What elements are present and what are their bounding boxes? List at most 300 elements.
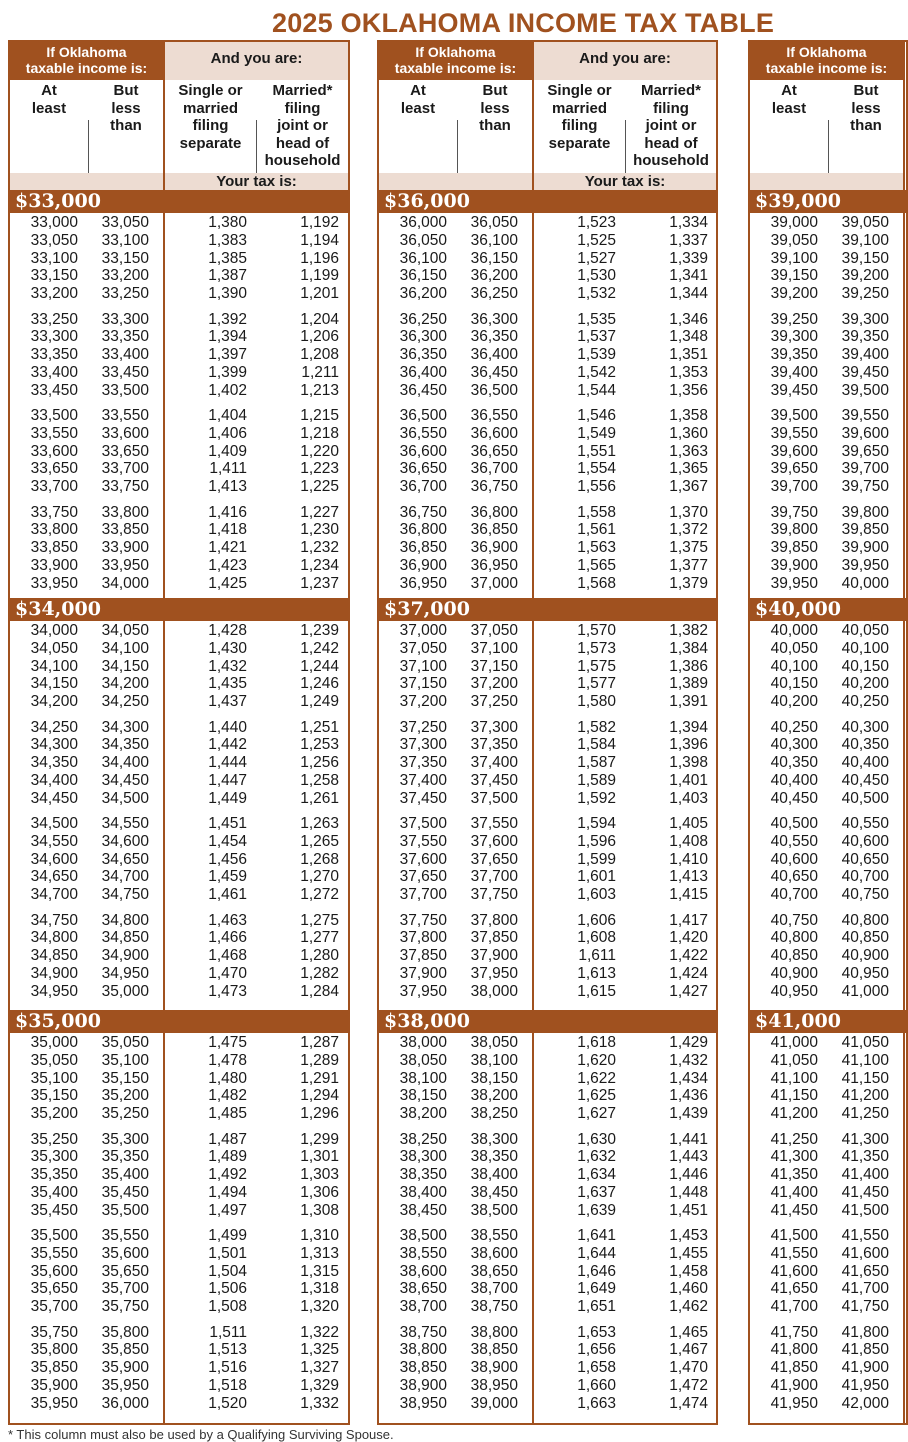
married-tax-value: 1,239 <box>300 622 339 639</box>
but-less-than-value: 41,550 <box>841 1227 889 1244</box>
at-least-value: 35,800 <box>30 1341 78 1359</box>
single-tax-value: 1,589 <box>577 771 616 789</box>
married-tax-value: 1,427 <box>669 982 708 1000</box>
single-tax-value: 1,497 <box>208 1201 247 1219</box>
but-less-than-value: 39,300 <box>841 310 889 328</box>
at-least-value: 40,100 <box>770 657 818 675</box>
single-tax-value: 1,397 <box>208 346 247 364</box>
bracket-label: $37,000 <box>384 598 470 620</box>
table-row <box>750 328 906 346</box>
single-tax-value: 1,511 <box>209 1323 247 1341</box>
married-tax-value: 1,415 <box>669 886 708 904</box>
at-least-value: 33,350 <box>30 346 78 364</box>
and-you-are-header: And you are: <box>534 42 716 80</box>
table-row <box>750 947 906 965</box>
at-least-value: 35,650 <box>30 1280 78 1298</box>
married-tax-value: 1,272 <box>300 886 339 904</box>
and-you-are-header: And you are: <box>165 42 348 80</box>
but-less-than-value: 33,700 <box>101 460 149 478</box>
but-less-than-value: 41,950 <box>841 1376 889 1394</box>
at-least-value: 33,650 <box>30 460 78 478</box>
but-less-than-value: 34,500 <box>101 789 149 807</box>
table-row <box>379 382 716 400</box>
table-row <box>379 772 716 790</box>
table-row <box>379 214 716 232</box>
single-tax-value: 1,394 <box>208 328 247 346</box>
at-least-value: 41,150 <box>770 1087 818 1105</box>
at-least-value: 41,700 <box>770 1298 818 1316</box>
single-tax-value: 1,482 <box>208 1087 247 1105</box>
single-tax-value: 1,663 <box>577 1394 616 1412</box>
bracket-label: $33,000 <box>15 190 101 212</box>
but-less-than-value: 33,950 <box>101 556 149 574</box>
married-tax-value: 1,432 <box>669 1051 708 1069</box>
married-tax-value: 1,284 <box>300 982 339 1000</box>
but-less-than-value: 41,700 <box>841 1280 889 1298</box>
table-row <box>10 675 348 693</box>
at-least-value: 33,200 <box>30 285 78 303</box>
married-tax-value: 1,280 <box>300 947 339 965</box>
but-less-than-value: 33,300 <box>101 310 149 328</box>
table-row <box>379 460 716 478</box>
table-row <box>379 886 716 904</box>
at-least-value: 36,700 <box>399 478 447 496</box>
table-row <box>10 346 348 364</box>
but-less-than-value: 40,850 <box>841 929 889 947</box>
table-row <box>10 815 348 833</box>
but-less-than-value: 41,050 <box>841 1034 889 1051</box>
married-tax-value: 1,372 <box>669 521 708 539</box>
table-row <box>10 833 348 851</box>
married-tax-value: 1,408 <box>669 832 708 850</box>
but-less-than-value: 37,500 <box>470 789 518 807</box>
at-least-value: 33,850 <box>30 539 78 557</box>
single-tax-value: 1,546 <box>577 407 616 424</box>
but-less-than-value: 41,300 <box>841 1130 889 1148</box>
at-least-value: 40,550 <box>770 832 818 850</box>
at-least-value: 35,500 <box>30 1227 78 1244</box>
table-row <box>750 346 906 364</box>
but-less-than-value: 33,750 <box>101 478 149 496</box>
table-row <box>379 983 716 1001</box>
but-less-than-value: 40,600 <box>841 832 889 850</box>
at-least-value: 34,900 <box>30 964 78 982</box>
at-least-value: 37,050 <box>399 639 447 657</box>
but-less-than-value: 35,100 <box>101 1051 149 1069</box>
bracket-label: $38,000 <box>384 1010 470 1032</box>
table-row <box>750 1245 906 1263</box>
but-less-than-value: 38,100 <box>470 1051 518 1069</box>
table-row <box>750 1359 906 1377</box>
at-least-value: 37,150 <box>399 675 447 693</box>
bracket-label: $36,000 <box>384 190 470 212</box>
single-tax-value: 1,641 <box>577 1227 616 1244</box>
table-row <box>10 929 348 947</box>
single-tax-value: 1,437 <box>208 693 247 711</box>
married-tax-value: 1,194 <box>300 231 339 249</box>
at-least-value: 36,900 <box>399 556 447 574</box>
table-row <box>750 1070 906 1088</box>
table-row <box>10 1395 348 1413</box>
table-row <box>10 311 348 329</box>
at-least-value: 35,200 <box>30 1105 78 1123</box>
table-row <box>10 557 348 575</box>
but-less-than-value: 38,750 <box>470 1298 518 1316</box>
but-less-than-value: 40,950 <box>841 964 889 982</box>
at-least-value: 37,850 <box>399 947 447 965</box>
at-least-value: 35,850 <box>30 1359 78 1377</box>
married-tax-value: 1,268 <box>300 850 339 868</box>
your-tax-is-header: Your tax is: <box>165 173 348 191</box>
married-tax-value: 1,244 <box>300 657 339 675</box>
table-row <box>10 232 348 250</box>
single-tax-value: 1,518 <box>208 1376 247 1394</box>
but-less-than-value: 36,750 <box>470 478 518 496</box>
at-least-value: 41,400 <box>770 1183 818 1201</box>
table-row <box>379 1034 716 1052</box>
table-row <box>750 1280 906 1298</box>
table-row <box>10 407 348 425</box>
but-less-than-value: 41,900 <box>841 1359 889 1377</box>
but-less-than-value: 39,500 <box>841 381 889 399</box>
married-tax-value: 1,204 <box>300 310 339 328</box>
at-least-header: At least <box>400 82 436 117</box>
married-tax-value: 1,348 <box>669 328 708 346</box>
married-tax-value: 1,213 <box>300 381 339 399</box>
but-less-than-value: 36,200 <box>470 267 518 285</box>
at-least-value: 35,950 <box>30 1394 78 1412</box>
table-row <box>379 425 716 443</box>
but-less-than-value: 37,400 <box>470 754 518 772</box>
but-less-than-value: 35,600 <box>101 1244 149 1262</box>
but-less-than-value: 34,550 <box>101 815 149 832</box>
but-less-than-value: 38,850 <box>470 1341 518 1359</box>
single-tax-value: 1,622 <box>577 1069 616 1087</box>
at-least-value: 40,000 <box>770 622 818 639</box>
at-least-value: 37,400 <box>399 771 447 789</box>
table-row <box>379 1227 716 1245</box>
your-tax-is-header: Your tax is: <box>534 173 716 191</box>
single-tax-value: 1,409 <box>208 442 247 460</box>
bracket-label: $40,000 <box>755 598 841 620</box>
at-least-value: 38,400 <box>399 1183 447 1201</box>
tax-table-panel <box>377 40 718 1425</box>
table-row <box>379 754 716 772</box>
at-least-value: 36,850 <box>399 539 447 557</box>
at-least-value: 40,450 <box>770 789 818 807</box>
table-row <box>750 693 906 711</box>
at-least-value: 37,000 <box>399 622 447 639</box>
but-less-than-value: 39,200 <box>841 267 889 285</box>
table-row <box>379 364 716 382</box>
income-bracket-band <box>750 190 906 213</box>
table-row <box>750 460 906 478</box>
single-tax-value: 1,492 <box>208 1166 247 1184</box>
table-row <box>750 1263 906 1281</box>
table-row <box>379 443 716 461</box>
married-tax-value: 1,346 <box>669 310 708 328</box>
but-less-than-value: 36,000 <box>101 1394 149 1412</box>
table-row <box>750 285 906 303</box>
but-less-than-value: 33,100 <box>101 231 149 249</box>
single-tax-value: 1,627 <box>577 1105 616 1123</box>
at-least-value: 37,900 <box>399 964 447 982</box>
married-tax-value: 1,227 <box>300 503 339 521</box>
but-less-than-value: 39,150 <box>841 249 889 267</box>
table-row <box>10 851 348 869</box>
but-less-than-value: 34,450 <box>101 771 149 789</box>
at-least-value: 35,600 <box>30 1262 78 1280</box>
but-less-than-value: 39,050 <box>841 214 889 231</box>
table-row <box>379 1298 716 1316</box>
single-tax-value: 1,544 <box>577 381 616 399</box>
single-tax-value: 1,551 <box>577 442 616 460</box>
table-row <box>10 539 348 557</box>
but-less-than-value: 37,800 <box>470 911 518 929</box>
married-tax-value: 1,289 <box>300 1051 339 1069</box>
table-row <box>750 719 906 737</box>
at-least-value: 34,750 <box>30 911 78 929</box>
at-least-value: 41,000 <box>770 1034 818 1051</box>
income-bracket-band <box>750 598 906 621</box>
table-row <box>750 1087 906 1105</box>
single-tax-value: 1,592 <box>577 789 616 807</box>
but-less-than-value: 35,500 <box>101 1201 149 1219</box>
table-row <box>750 478 906 496</box>
but-less-than-value: 39,900 <box>841 539 889 557</box>
but-less-than-value: 39,250 <box>841 285 889 303</box>
but-less-than-value: 33,800 <box>101 503 149 521</box>
at-least-value: 39,850 <box>770 539 818 557</box>
but-less-than-value: 33,550 <box>101 407 149 424</box>
but-less-than-value: 34,850 <box>101 929 149 947</box>
table-row <box>10 754 348 772</box>
married-tax-value: 1,398 <box>669 754 708 772</box>
but-less-than-value: 35,550 <box>101 1227 149 1244</box>
single-tax-value: 1,530 <box>577 267 616 285</box>
but-less-than-value: 35,450 <box>101 1183 149 1201</box>
at-least-value: 33,500 <box>30 407 78 424</box>
but-less-than-value: 40,800 <box>841 911 889 929</box>
single-tax-value: 1,570 <box>577 622 616 639</box>
at-least-value: 37,450 <box>399 789 447 807</box>
but-less-than-value: 33,450 <box>101 363 149 381</box>
single-tax-value: 1,461 <box>208 886 247 904</box>
at-least-value: 36,950 <box>399 574 447 592</box>
but-less-than-value: 41,500 <box>841 1201 889 1219</box>
table-row <box>10 736 348 754</box>
but-less-than-value: 34,300 <box>101 718 149 736</box>
married-tax-value: 1,327 <box>300 1359 339 1377</box>
table-row <box>10 1341 348 1359</box>
table-row <box>10 1202 348 1220</box>
single-tax-value: 1,637 <box>577 1183 616 1201</box>
table-row <box>10 1034 348 1052</box>
at-least-value: 33,800 <box>30 521 78 539</box>
at-least-value: 38,250 <box>399 1130 447 1148</box>
table-row <box>10 1087 348 1105</box>
table-row <box>379 311 716 329</box>
at-least-value: 35,300 <box>30 1148 78 1166</box>
but-less-than-value: 33,500 <box>101 381 149 399</box>
but-less-than-value: 42,000 <box>841 1394 889 1412</box>
but-less-than-value: 36,550 <box>470 407 518 424</box>
at-least-value: 38,300 <box>399 1148 447 1166</box>
but-less-than-value: 36,950 <box>470 556 518 574</box>
table-row <box>379 693 716 711</box>
single-tax-value: 1,442 <box>208 736 247 754</box>
married-tax-value: 1,429 <box>669 1034 708 1051</box>
but-less-than-value: 40,200 <box>841 675 889 693</box>
married-tax-value: 1,223 <box>300 460 339 478</box>
at-least-value: 35,450 <box>30 1201 78 1219</box>
single-tax-value: 1,644 <box>577 1244 616 1262</box>
table-row <box>379 1105 716 1123</box>
but-less-than-value: 39,600 <box>841 424 889 442</box>
table-row <box>10 382 348 400</box>
single-tax-value: 1,632 <box>577 1148 616 1166</box>
table-row <box>750 1105 906 1123</box>
income-bracket-band <box>379 190 716 213</box>
single-tax-value: 1,556 <box>577 478 616 496</box>
but-less-than-value: 35,300 <box>101 1130 149 1148</box>
married-tax-value: 1,294 <box>300 1087 339 1105</box>
table-row <box>750 886 906 904</box>
at-least-value: 35,250 <box>30 1130 78 1148</box>
at-least-value: 34,450 <box>30 789 78 807</box>
married-tax-value: 1,370 <box>669 503 708 521</box>
table-row <box>379 675 716 693</box>
at-least-value: 37,100 <box>399 657 447 675</box>
married-tax-value: 1,417 <box>669 911 708 929</box>
married-tax-value: 1,313 <box>300 1244 339 1262</box>
table-row <box>379 1359 716 1377</box>
single-tax-value: 1,444 <box>208 754 247 772</box>
single-tax-value: 1,470 <box>208 964 247 982</box>
single-tax-value: 1,594 <box>577 815 616 832</box>
table-row <box>750 736 906 754</box>
single-tax-value: 1,561 <box>577 521 616 539</box>
but-less-than-value: 33,150 <box>101 249 149 267</box>
table-row <box>379 1324 716 1342</box>
table-row <box>10 250 348 268</box>
single-tax-value: 1,432 <box>208 657 247 675</box>
single-tax-value: 1,603 <box>577 886 616 904</box>
but-less-than-value: 39,350 <box>841 328 889 346</box>
but-less-than-value: 35,200 <box>101 1087 149 1105</box>
married-tax-value: 1,455 <box>669 1244 708 1262</box>
single-tax-value: 1,499 <box>208 1227 247 1244</box>
married-tax-value: 1,303 <box>300 1166 339 1184</box>
at-least-value: 35,750 <box>30 1323 78 1341</box>
table-row <box>10 868 348 886</box>
table-row <box>379 1131 716 1149</box>
married-tax-value: 1,467 <box>669 1341 708 1359</box>
at-least-value: 39,150 <box>770 267 818 285</box>
single-tax-value: 1,413 <box>208 478 247 496</box>
married-tax-value: 1,391 <box>669 693 708 711</box>
at-least-value: 41,750 <box>770 1323 818 1341</box>
table-row <box>379 250 716 268</box>
married-tax-value: 1,334 <box>669 214 708 231</box>
table-row <box>10 1298 348 1316</box>
but-less-than-value: 38,150 <box>470 1069 518 1087</box>
at-least-value: 34,000 <box>30 622 78 639</box>
at-least-value: 38,850 <box>399 1359 447 1377</box>
but-less-than-header: But less than <box>110 82 142 134</box>
header-shade <box>379 173 532 191</box>
but-less-than-value: 38,250 <box>470 1105 518 1123</box>
single-tax-value: 1,406 <box>208 424 247 442</box>
at-least-value: 38,050 <box>399 1051 447 1069</box>
married-tax-value: 1,353 <box>669 363 708 381</box>
but-less-than-value: 37,900 <box>470 947 518 965</box>
at-least-value: 39,550 <box>770 424 818 442</box>
but-less-than-value: 39,650 <box>841 442 889 460</box>
table-row <box>10 1070 348 1088</box>
table-row <box>10 1184 348 1202</box>
but-less-than-value: 40,350 <box>841 736 889 754</box>
at-least-value: 39,200 <box>770 285 818 303</box>
income-header: If Oklahoma taxable income is: <box>750 42 903 80</box>
single-tax-value: 1,565 <box>577 556 616 574</box>
at-least-value: 34,100 <box>30 657 78 675</box>
at-least-value: 39,800 <box>770 521 818 539</box>
married-tax-value: 1,265 <box>300 832 339 850</box>
single-tax-value: 1,613 <box>577 964 616 982</box>
table-row <box>379 929 716 947</box>
married-tax-value: 1,322 <box>300 1323 339 1341</box>
table-row <box>750 382 906 400</box>
at-least-value: 38,700 <box>399 1298 447 1316</box>
single-tax-value: 1,634 <box>577 1166 616 1184</box>
but-less-than-value: 36,500 <box>470 381 518 399</box>
table-row <box>750 250 906 268</box>
but-less-than-value: 39,400 <box>841 346 889 364</box>
at-least-value: 34,700 <box>30 886 78 904</box>
married-tax-value: 1,277 <box>300 929 339 947</box>
at-least-value: 40,600 <box>770 850 818 868</box>
bracket-label: $39,000 <box>755 190 841 212</box>
at-least-value: 41,450 <box>770 1201 818 1219</box>
at-least-value: 39,350 <box>770 346 818 364</box>
married-tax-value: 1,196 <box>300 249 339 267</box>
but-less-than-value: 34,150 <box>101 657 149 675</box>
but-less-than-value: 36,350 <box>470 328 518 346</box>
table-row <box>750 1148 906 1166</box>
but-less-than-value: 33,650 <box>101 442 149 460</box>
married-tax-value: 1,403 <box>669 789 708 807</box>
but-less-than-value: 40,500 <box>841 789 889 807</box>
at-least-value: 39,450 <box>770 381 818 399</box>
but-less-than-value: 35,150 <box>101 1069 149 1087</box>
single-tax-value: 1,646 <box>577 1262 616 1280</box>
but-less-than-value: 34,400 <box>101 754 149 772</box>
but-less-than-header: But less than <box>479 82 511 134</box>
at-least-value: 35,900 <box>30 1376 78 1394</box>
table-row <box>10 443 348 461</box>
table-row <box>750 965 906 983</box>
but-less-than-value: 36,850 <box>470 521 518 539</box>
table-row <box>379 815 716 833</box>
but-less-than-value: 34,050 <box>101 622 149 639</box>
at-least-value: 34,350 <box>30 754 78 772</box>
married-tax-value: 1,441 <box>669 1130 708 1148</box>
single-tax-value: 1,516 <box>208 1359 247 1377</box>
at-least-value: 38,450 <box>399 1201 447 1219</box>
table-row <box>10 983 348 1001</box>
at-least-value: 33,100 <box>30 249 78 267</box>
